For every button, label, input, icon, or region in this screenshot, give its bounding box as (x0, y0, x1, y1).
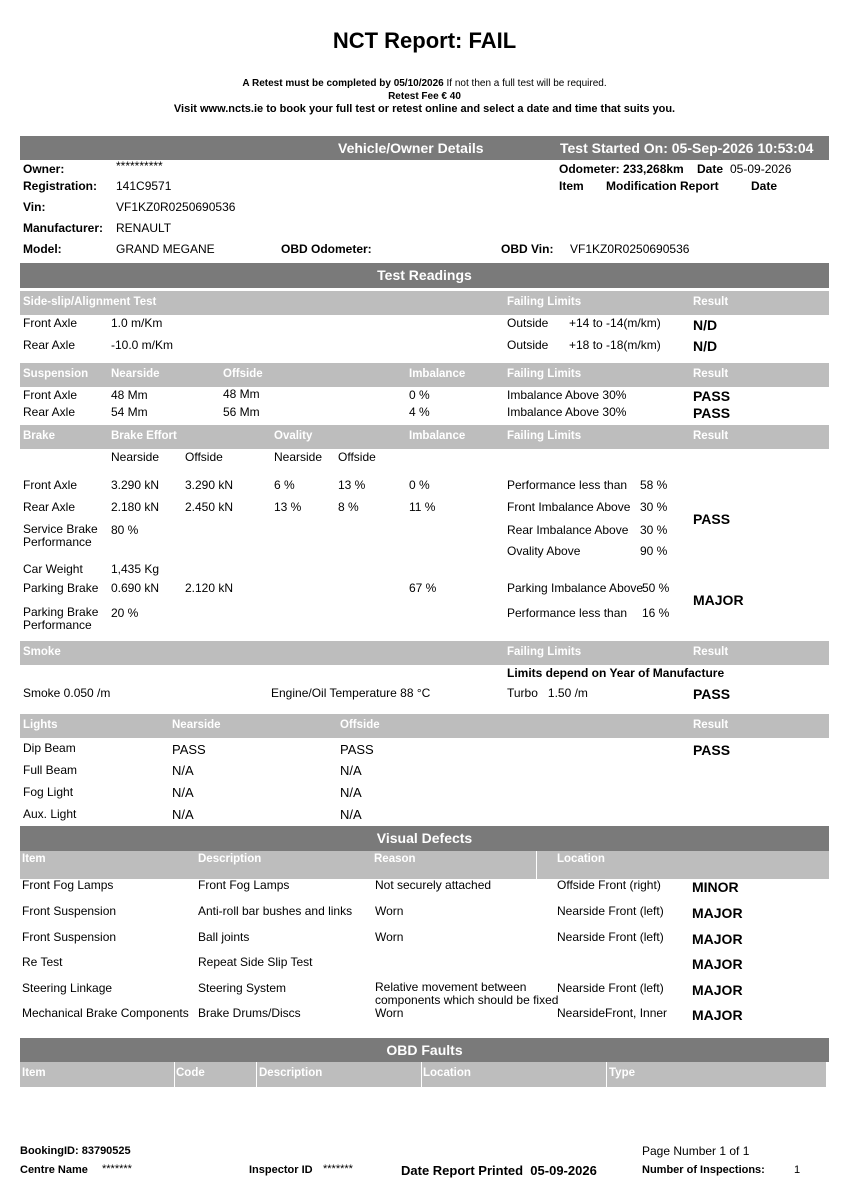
brake-front-effort-offside: 3.290 kN (185, 478, 234, 492)
brake-limit-value: 90 % (640, 544, 668, 558)
defect-item: Front Fog Lamps (22, 878, 114, 892)
obd-table-header (20, 1062, 826, 1087)
light-nearside: PASS (172, 742, 206, 757)
obd-col-item: Item (22, 1067, 46, 1079)
defect-description: Ball joints (198, 930, 250, 944)
date-label: Date (697, 162, 724, 176)
defect-item: Front Suspension (22, 904, 117, 918)
retest-fee: Retest Fee € 40 (388, 91, 461, 102)
readings-section-title: Test Readings (377, 267, 472, 283)
brake-front-ovality-nearside: 6 % (274, 478, 295, 492)
defect-severity: MAJOR (692, 1007, 743, 1023)
page-number: Page Number 1 of 1 (642, 1144, 750, 1158)
defect-severity: MAJOR (692, 931, 743, 947)
brake-front-effort-nearside: 3.290 kN (111, 478, 160, 492)
defect-description: Steering System (198, 981, 287, 995)
owner-label: Owner: (23, 162, 65, 176)
suspension-rear-offside: 56 Mm (223, 405, 260, 419)
inspector-id-value: ******* (323, 1163, 353, 1175)
inspections-value: 1 (794, 1164, 801, 1176)
centre-name-label: Centre Name (20, 1164, 88, 1176)
booking-id: BookingID: 83790525 (20, 1145, 131, 1157)
brake-col-imbalance: Imbalance (409, 430, 466, 442)
defects-col-description: Description (198, 853, 262, 865)
defect-location: Offside Front (right) (557, 878, 661, 892)
suspension-col-imbalance: Imbalance (409, 368, 466, 380)
retest-notice (0, 78, 849, 89)
sideslip-header (20, 291, 829, 315)
light-offside: N/A (340, 785, 362, 800)
obd-section-header (20, 1038, 829, 1062)
vin-value: VF1KZ0R0250690536 (116, 200, 236, 214)
sideslip-col-test: Side-slip/Alignment Test (23, 296, 157, 308)
sideslip-rear-limit: +18 to -18(m/km) (569, 338, 661, 352)
light-name: Fog Light (23, 785, 74, 799)
inspector-id-label: Inspector ID (249, 1164, 313, 1176)
engine-temperature: Engine/Oil Temperature 88 °C (271, 686, 431, 700)
brake-ovality-nearside-head: Nearside (274, 450, 323, 464)
defect-reason: Not securely attached (375, 878, 492, 892)
sideslip-rear-name: Rear Axle (23, 338, 76, 352)
defect-item: Mechanical Brake Components (22, 1006, 189, 1020)
brake-limit-value: 30 % (640, 500, 668, 514)
obd-col-type: Type (609, 1067, 635, 1079)
brake-col-effort: Brake Effort (111, 430, 177, 442)
car-weight-value: 1,435 Kg (111, 562, 160, 576)
smoke-header (20, 641, 829, 665)
brake-limit-label: Ovality Above (507, 544, 581, 558)
light-name: Full Beam (23, 763, 78, 777)
defects-table-header (20, 851, 829, 879)
defect-description: Front Fog Lamps (198, 878, 290, 892)
suspension-front-name: Front Axle (23, 388, 78, 402)
readings-section-header (20, 263, 829, 288)
parking-brake-result: MAJOR (693, 592, 744, 608)
manufacturer-label: Manufacturer: (23, 221, 104, 235)
light-name: Aux. Light (23, 807, 77, 821)
brake-ovality-offside-head: Offside (338, 450, 376, 464)
brake-col-limits: Failing Limits (507, 430, 582, 442)
retest-notice-rest: If not then a full test will be required. (443, 78, 607, 89)
lights-col-result: Result (693, 719, 729, 731)
obd-section-title: OBD Faults (386, 1042, 463, 1058)
suspension-front-result: PASS (693, 388, 731, 404)
defect-item: Steering Linkage (22, 981, 113, 995)
defects-section-header (20, 826, 829, 851)
smoke-limit-note: Limits depend on Year of Manufacture (507, 666, 725, 680)
parking-performance-label: Parking Brake Performance (23, 605, 99, 632)
brake-limit-label: Rear Imbalance Above (507, 523, 629, 537)
parking-limit-label: Parking Imbalance Above (507, 581, 644, 595)
suspension-front-nearside: 48 Mm (111, 388, 148, 402)
defect-location: NearsideFront, Inner (557, 1006, 668, 1020)
light-offside: PASS (340, 742, 374, 757)
suspension-col-result: Result (693, 368, 729, 380)
suspension-front-limit: Imbalance Above 30% (507, 388, 627, 402)
brake-col-ovality: Ovality (274, 430, 313, 442)
obd-vin-label: OBD Vin: (501, 242, 554, 256)
lights-col-nearside: Nearside (172, 719, 221, 731)
suspension-rear-imbalance: 4 % (409, 405, 430, 419)
defects-col-reason: Reason (374, 853, 416, 865)
column-divider (256, 1062, 257, 1087)
defect-location: Nearside Front (left) (557, 930, 664, 944)
turbo-limit: Turbo 1.50 /m (507, 686, 588, 700)
suspension-rear-nearside: 54 Mm (111, 405, 148, 419)
brake-front-imbalance: 0 % (409, 478, 430, 492)
date-report-printed: Date Report Printed 05-09-2026 (401, 1163, 597, 1178)
brake-rear-ovality-offside: 8 % (338, 500, 359, 514)
brake-col-name: Brake (23, 430, 55, 442)
defect-description: Repeat Side Slip Test (198, 955, 313, 969)
registration-value: 141C9571 (116, 179, 172, 193)
defect-description: Brake Drums/Discs (198, 1006, 301, 1020)
obd-vin-value: VF1KZ0R0250690536 (570, 242, 690, 256)
column-divider (606, 1062, 607, 1087)
brake-effort-offside-head: Offside (185, 450, 223, 464)
light-offside: N/A (340, 807, 362, 822)
defect-item: Re Test (22, 955, 63, 969)
obd-col-location: Location (423, 1067, 471, 1079)
car-weight-label: Car Weight (23, 562, 83, 576)
brake-front-ovality-offside: 13 % (338, 478, 366, 492)
defects-col-item: Item (22, 853, 46, 865)
light-nearside: N/A (172, 807, 194, 822)
sideslip-front-name: Front Axle (23, 316, 78, 330)
defect-description: Anti-roll bar bushes and links (198, 904, 353, 918)
lights-col-offside: Offside (340, 719, 380, 731)
item-label: Item (559, 179, 584, 193)
suspension-front-offside: 48 Mm (223, 387, 260, 401)
column-divider (174, 1062, 175, 1087)
defect-severity: MINOR (692, 879, 739, 895)
owner-value: ********** (116, 159, 163, 173)
vehicle-section-header (20, 136, 829, 160)
brake-limit-value: 58 % (640, 478, 668, 492)
inspections-label: Number of Inspections: (642, 1164, 765, 1176)
parking-performance-value: 20 % (111, 606, 139, 620)
suspension-front-imbalance: 0 % (409, 388, 430, 402)
defect-severity: MAJOR (692, 956, 743, 972)
sideslip-front-limit: +14 to -14(m/km) (569, 316, 661, 330)
service-brake-value: 80 % (111, 523, 139, 537)
sideslip-rear-result: N/D (693, 338, 718, 354)
defects-section-title: Visual Defects (376, 830, 473, 846)
lights-result: PASS (693, 742, 731, 758)
brake-rear-imbalance: 11 % (409, 500, 436, 514)
light-nearside: N/A (172, 785, 194, 800)
brake-result: PASS (693, 511, 731, 527)
model-label: Model: (23, 242, 62, 256)
sideslip-rear-value: -10.0 m/Km (111, 338, 174, 352)
sideslip-col-limits: Failing Limits (507, 296, 582, 308)
obd-col-description: Description (259, 1067, 323, 1079)
sideslip-rear-limit-label: Outside (507, 338, 549, 352)
smoke-col-name: Smoke (23, 646, 61, 658)
brake-limit-label: Performance less than (507, 478, 628, 492)
report-title: NCT Report: FAIL (332, 28, 517, 53)
registration-label: Registration: (23, 179, 98, 193)
defect-reason: Relative movement between components which should be fixed (375, 980, 559, 1007)
vin-label: Vin: (23, 200, 46, 214)
suspension-col-name: Suspension (23, 368, 89, 380)
brake-front-name: Front Axle (23, 478, 78, 492)
brake-limit-label: Front Imbalance Above (507, 500, 631, 514)
light-nearside: N/A (172, 763, 194, 778)
brake-rear-effort-nearside: 2.180 kN (111, 500, 160, 514)
lights-header (20, 714, 829, 738)
sideslip-front-value: 1.0 m/Km (111, 316, 163, 330)
defect-location: Nearside Front (left) (557, 904, 664, 918)
modification-date-label: Date (751, 179, 778, 193)
obd-odometer-label: OBD Odometer: (281, 242, 372, 256)
suspension-rear-result: PASS (693, 405, 731, 421)
date-value: 05-09-2026 (730, 162, 792, 176)
sideslip-front-result: N/D (693, 317, 718, 333)
defect-location: Nearside Front (left) (557, 981, 664, 995)
parking-brake-offside: 2.120 kN (185, 581, 234, 595)
smoke-value: Smoke 0.050 /m (23, 686, 111, 700)
smoke-col-limits: Failing Limits (507, 646, 582, 658)
defect-reason: Worn (375, 930, 404, 944)
parking-limit-value: 50 % (642, 581, 670, 595)
defects-col-location: Location (557, 853, 605, 865)
defect-severity: MAJOR (692, 905, 743, 921)
brake-rear-name: Rear Axle (23, 500, 76, 514)
obd-col-code: Code (176, 1067, 205, 1079)
suspension-rear-limit: Imbalance Above 30% (507, 405, 627, 419)
brake-limit-value: 30 % (640, 523, 668, 537)
centre-name-value: ******* (102, 1163, 132, 1175)
smoke-col-result: Result (693, 646, 729, 658)
brake-col-result: Result (693, 430, 729, 442)
defect-reason: Worn (375, 1006, 404, 1020)
sideslip-col-result: Result (693, 296, 729, 308)
brake-rear-ovality-nearside: 13 % (274, 500, 302, 514)
modification-report-label: Modification Report (606, 179, 719, 193)
service-brake-label: Service Brake Performance (23, 522, 98, 549)
light-name: Dip Beam (23, 741, 76, 755)
suspension-col-offside: Offside (223, 368, 263, 380)
parking-brake-nearside: 0.690 kN (111, 581, 160, 595)
smoke-result: PASS (693, 686, 731, 702)
lights-col-name: Lights (23, 719, 58, 731)
parking-limit-label: Performance less than (507, 606, 628, 620)
column-divider (421, 1062, 422, 1087)
suspension-header (20, 363, 829, 387)
parking-limit-value: 16 % (642, 606, 670, 620)
test-started: Test Started On: 05-Sep-2026 10:53:04 (560, 140, 814, 156)
light-offside: N/A (340, 763, 362, 778)
parking-brake-imbalance: 67 % (409, 581, 437, 595)
brake-header (20, 425, 829, 449)
manufacturer-value: RENAULT (116, 221, 172, 235)
model-value: GRAND MEGANE (116, 242, 215, 256)
defect-reason: Worn (375, 904, 404, 918)
parking-brake-label: Parking Brake (23, 581, 99, 595)
sideslip-front-limit-label: Outside (507, 316, 549, 330)
column-divider (536, 851, 537, 879)
vehicle-section-title: Vehicle/Owner Details (338, 140, 484, 156)
defect-severity: MAJOR (692, 982, 743, 998)
odometer: Odometer: 233,268km (559, 162, 684, 176)
suspension-col-nearside: Nearside (111, 368, 160, 380)
defect-item: Front Suspension (22, 930, 117, 944)
suspension-col-limits: Failing Limits (507, 368, 582, 380)
brake-effort-nearside-head: Nearside (111, 450, 160, 464)
booking-instructions: Visit www.ncts.ie to book your full test or retest online and select a date and time that suits you. (173, 103, 676, 115)
suspension-rear-name: Rear Axle (23, 405, 76, 419)
retest-deadline: A Retest must be completed by 05/10/2026 (242, 78, 444, 89)
brake-rear-effort-offside: 2.450 kN (185, 500, 234, 514)
